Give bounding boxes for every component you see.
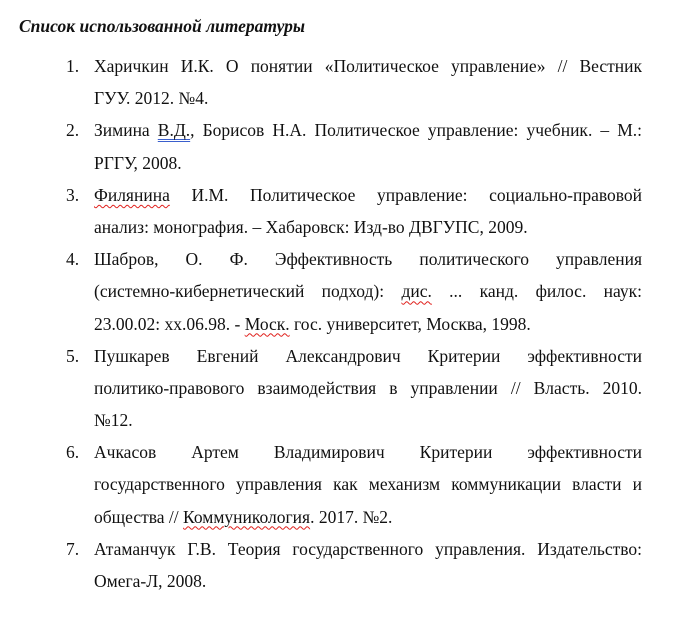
spellcheck-flagged-word[interactable]: дис. — [401, 281, 432, 302]
item-number: 6. — [66, 442, 80, 463]
text-segment: Зимина — [94, 120, 158, 141]
item-line — [94, 243, 642, 275]
bibliography-item — [66, 533, 642, 597]
item-line — [94, 147, 642, 179]
text-segment: Харичкин И.К. О понятии «Политическое управление» // Вестник — [94, 56, 642, 76]
text-segment: И.М. Политическое управление: социально-правовой — [169, 184, 642, 205]
text-segment: Пушкарев Евгений Александрович Критерии эффективности — [94, 345, 642, 366]
bibliography-item — [66, 436, 642, 533]
text-segment: ... канд. филос. наук: — [431, 281, 642, 302]
text-segment: политико-правового взаимодействия в управлении // Власть. 2010. — [94, 377, 642, 398]
text-segment: РГГУ, 2008. — [94, 152, 182, 173]
text-segment: , Борисов Н.А. Политическое управление: учебник. – М.: — [190, 120, 642, 141]
item-line — [94, 179, 642, 211]
spellcheck-flagged-word[interactable]: Филянина — [94, 184, 170, 205]
text-segment: Атаманчук Г.В. Теория государственного управления. Издательство: — [94, 538, 642, 559]
text-segment: (системно-кибернетический подход): — [94, 281, 402, 302]
item-number: 3. — [66, 184, 80, 205]
bibliography-item — [66, 340, 642, 437]
text-segment: государственного управления как механизм коммуникации власти и — [94, 474, 642, 495]
item-number: 4. — [66, 249, 80, 270]
text-segment: №12. — [94, 410, 133, 431]
text-segment: . 2017. №2. — [310, 506, 393, 527]
item-line — [94, 114, 642, 146]
item-number: 2. — [66, 120, 80, 141]
spellcheck-flagged-word[interactable]: Коммуникология — [183, 506, 311, 527]
text-segment: Омега-Л, 2008. — [94, 571, 207, 591]
spellcheck-flagged-word[interactable]: В.Д. — [157, 120, 191, 141]
text-segment: ГУУ. 2012. №4. — [94, 88, 209, 109]
item-line — [94, 565, 642, 597]
bibliography-item — [66, 243, 642, 340]
text-segment: Ачкасов Артем Владимирович Критерии эффективности — [94, 442, 642, 463]
item-number: 7. — [66, 538, 80, 559]
item-number: 5. — [66, 345, 80, 366]
bibliography-heading: Список использованной литературы — [19, 16, 306, 36]
item-line — [94, 436, 642, 468]
item-line — [94, 404, 642, 436]
item-line — [94, 372, 642, 404]
bibliography-item — [66, 179, 642, 243]
item-number: 1. — [66, 56, 80, 76]
text-segment: общества // — [94, 506, 184, 527]
bibliography-item — [66, 50, 642, 114]
spellcheck-flagged-word[interactable]: Моск. — [244, 313, 290, 334]
text-segment: анализ: монография. – Хабаровск: Изд-во ДВГУПС, 2009. — [94, 216, 528, 237]
item-line — [94, 501, 642, 533]
item-line — [94, 82, 642, 114]
text-segment: гос. университет, Москва, 1998. — [289, 313, 531, 334]
bibliography-item — [66, 114, 642, 178]
item-line — [94, 275, 642, 307]
bibliography-list — [66, 50, 642, 597]
item-line — [94, 533, 642, 565]
text-segment: Шабров, О. Ф. Эффективность политического управления — [94, 249, 642, 270]
item-line — [94, 468, 642, 500]
item-line — [94, 308, 642, 340]
text-segment: 23.00.02: хх.06.98. - — [94, 313, 245, 334]
item-line — [94, 50, 642, 82]
item-line — [94, 340, 642, 372]
item-line — [94, 211, 642, 243]
